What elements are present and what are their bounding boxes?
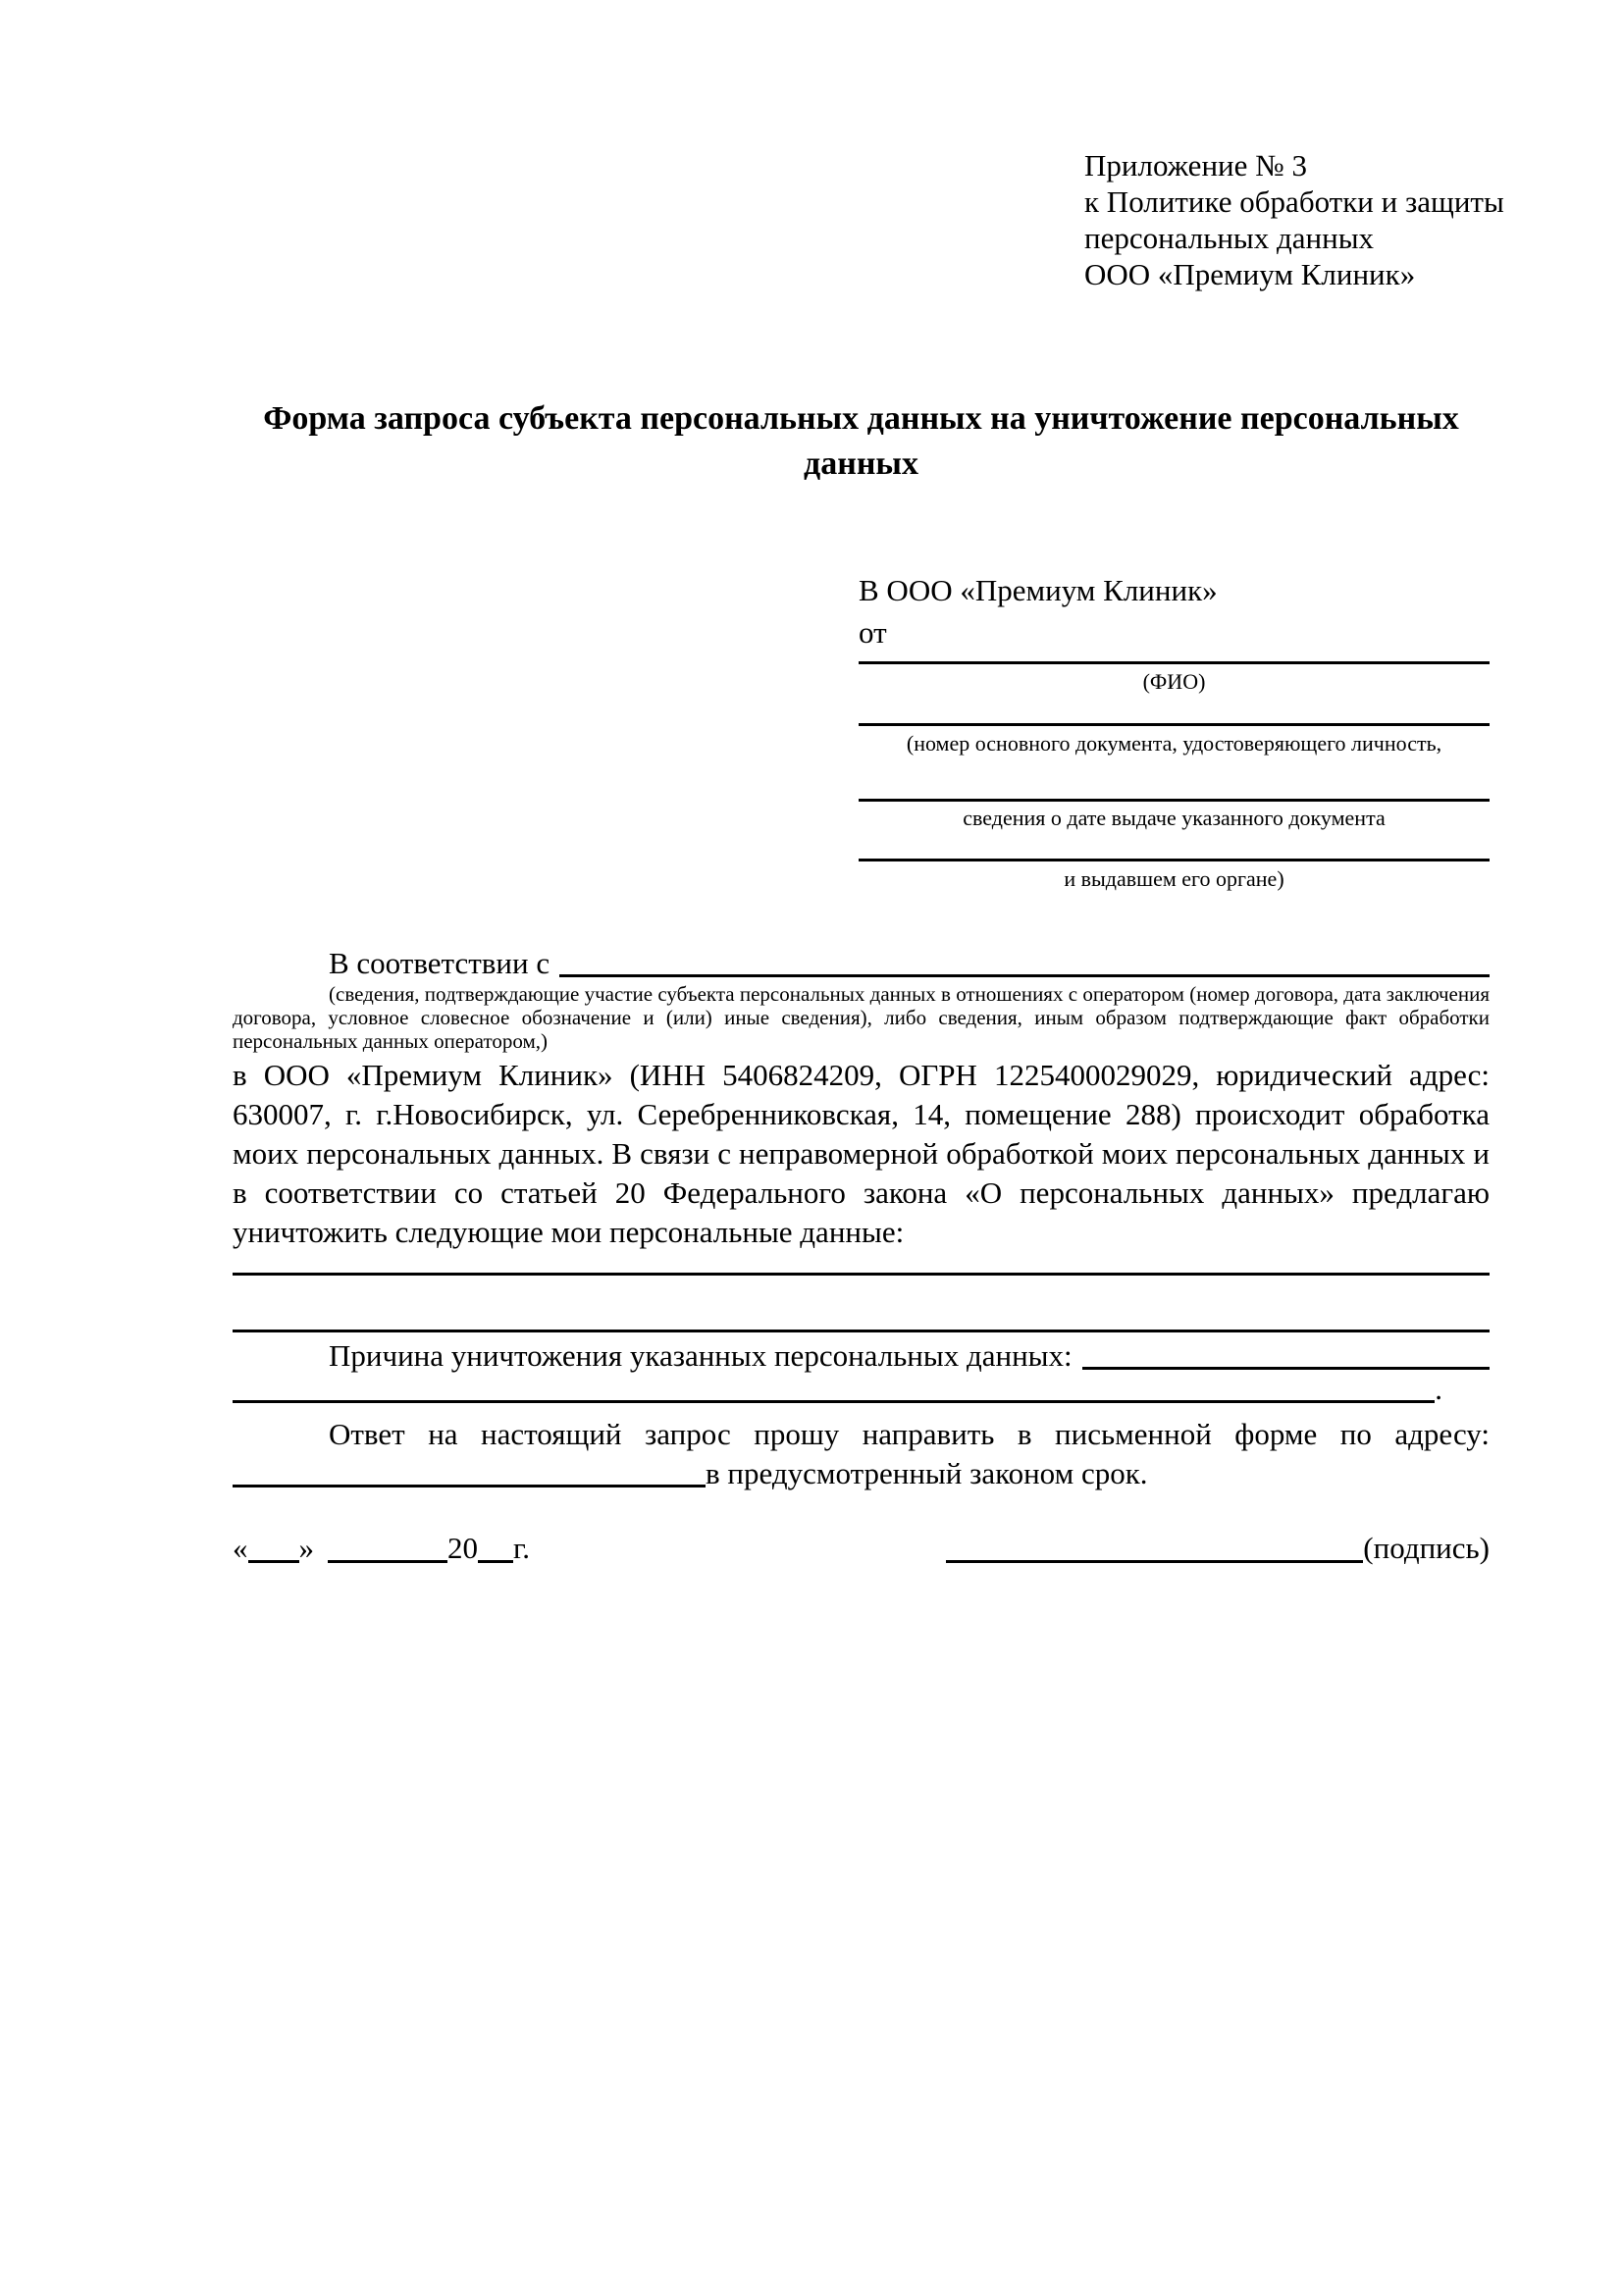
address-blank-line <box>233 1485 706 1487</box>
answer-paragraph <box>233 1415 1490 1493</box>
issue-date-caption: сведения о дате выдаче указанного документа <box>963 806 1386 830</box>
year-prefix: 20 <box>447 1531 478 1565</box>
day-blank-line <box>248 1560 299 1563</box>
body-paragraph: в ООО «Премиум Клиник» (ИНН 5406824209, ОГРН 1225400029029, юридический адрес: 630007, г. г.Новосибирск, ул. Серебренниковская, 14, помещение 288) происходит обработка моих персональных данных. В связи с неправомерной обработкой моих персональных данных и в соответствии со статьей 20 Федерального закона «О персональных данных» предлагаю уничтожить следующие мои персональные данные: <box>233 1058 1490 1249</box>
month-blank-line <box>328 1560 447 1563</box>
document-number-blank-line <box>859 723 1490 726</box>
accordance-blank-line <box>559 974 1490 977</box>
addressee-company: В ООО «Премиум Клиник» <box>859 573 1218 607</box>
document-number-caption: (номер основного документа, удостоверяющего личность, <box>906 731 1442 756</box>
issue-date-blank-line <box>859 799 1490 802</box>
reason-label: Причина уничтожения указанных персональных данных: <box>329 1338 1073 1373</box>
fio-blank-line <box>859 661 1490 664</box>
accordance-line <box>233 944 1490 983</box>
year-suffix: г. <box>513 1531 530 1565</box>
fio-caption: (ФИО) <box>1142 669 1206 694</box>
date-field <box>233 1529 530 1568</box>
from-label: от <box>859 615 887 650</box>
issuing-authority-caption: и выдавшем его органе) <box>1064 866 1284 891</box>
sentence-period: . <box>1435 1372 1442 1406</box>
signature-caption: (подпись) <box>1363 1531 1490 1565</box>
answer-lead: Ответ на настоящий запрос прошу направить в письменной форме по адресу: <box>329 1417 1490 1451</box>
data-blank-line-1 <box>233 1273 1490 1276</box>
policy-reference-line2: персональных данных <box>1084 221 1375 255</box>
answer-tail: в предусмотренный законом срок. <box>706 1456 1148 1490</box>
signature-field <box>946 1529 1490 1568</box>
accordance-footnote: (сведения, подтверждающие участие субъекта персональных данных в отношениях с оператором (номер договора, дата заключения договора, условное словесное обозначение и (или) иные сведения), либо сведения, иным образом подтверждающие факт обработки персональных данных оператором,) <box>233 982 1490 1053</box>
reason-blank-line-2 <box>233 1400 1435 1403</box>
data-blank-line-2 <box>233 1330 1490 1332</box>
year-blank-line <box>478 1560 513 1563</box>
accordance-lead: В соответствии с <box>329 946 550 980</box>
answer-address-line <box>233 1454 1490 1493</box>
date-close-quote: » <box>298 1531 314 1565</box>
date-open-quote: « <box>233 1531 248 1565</box>
appendix-number: Приложение № 3 <box>1084 148 1307 183</box>
issuing-authority-blank-line <box>859 859 1490 861</box>
policy-reference-line1: к Политике обработки и защиты <box>1084 184 1504 219</box>
appendix-header <box>1084 147 1504 292</box>
reason-continuation-line <box>233 1370 1490 1409</box>
page-title: Форма запроса субъекта персональных данных на уничтожение персональных данных <box>263 400 1459 482</box>
signature-blank-line <box>946 1560 1363 1563</box>
company-name: ООО «Премиум Клиник» <box>1084 257 1416 291</box>
date-signature-row <box>233 1529 1490 1568</box>
